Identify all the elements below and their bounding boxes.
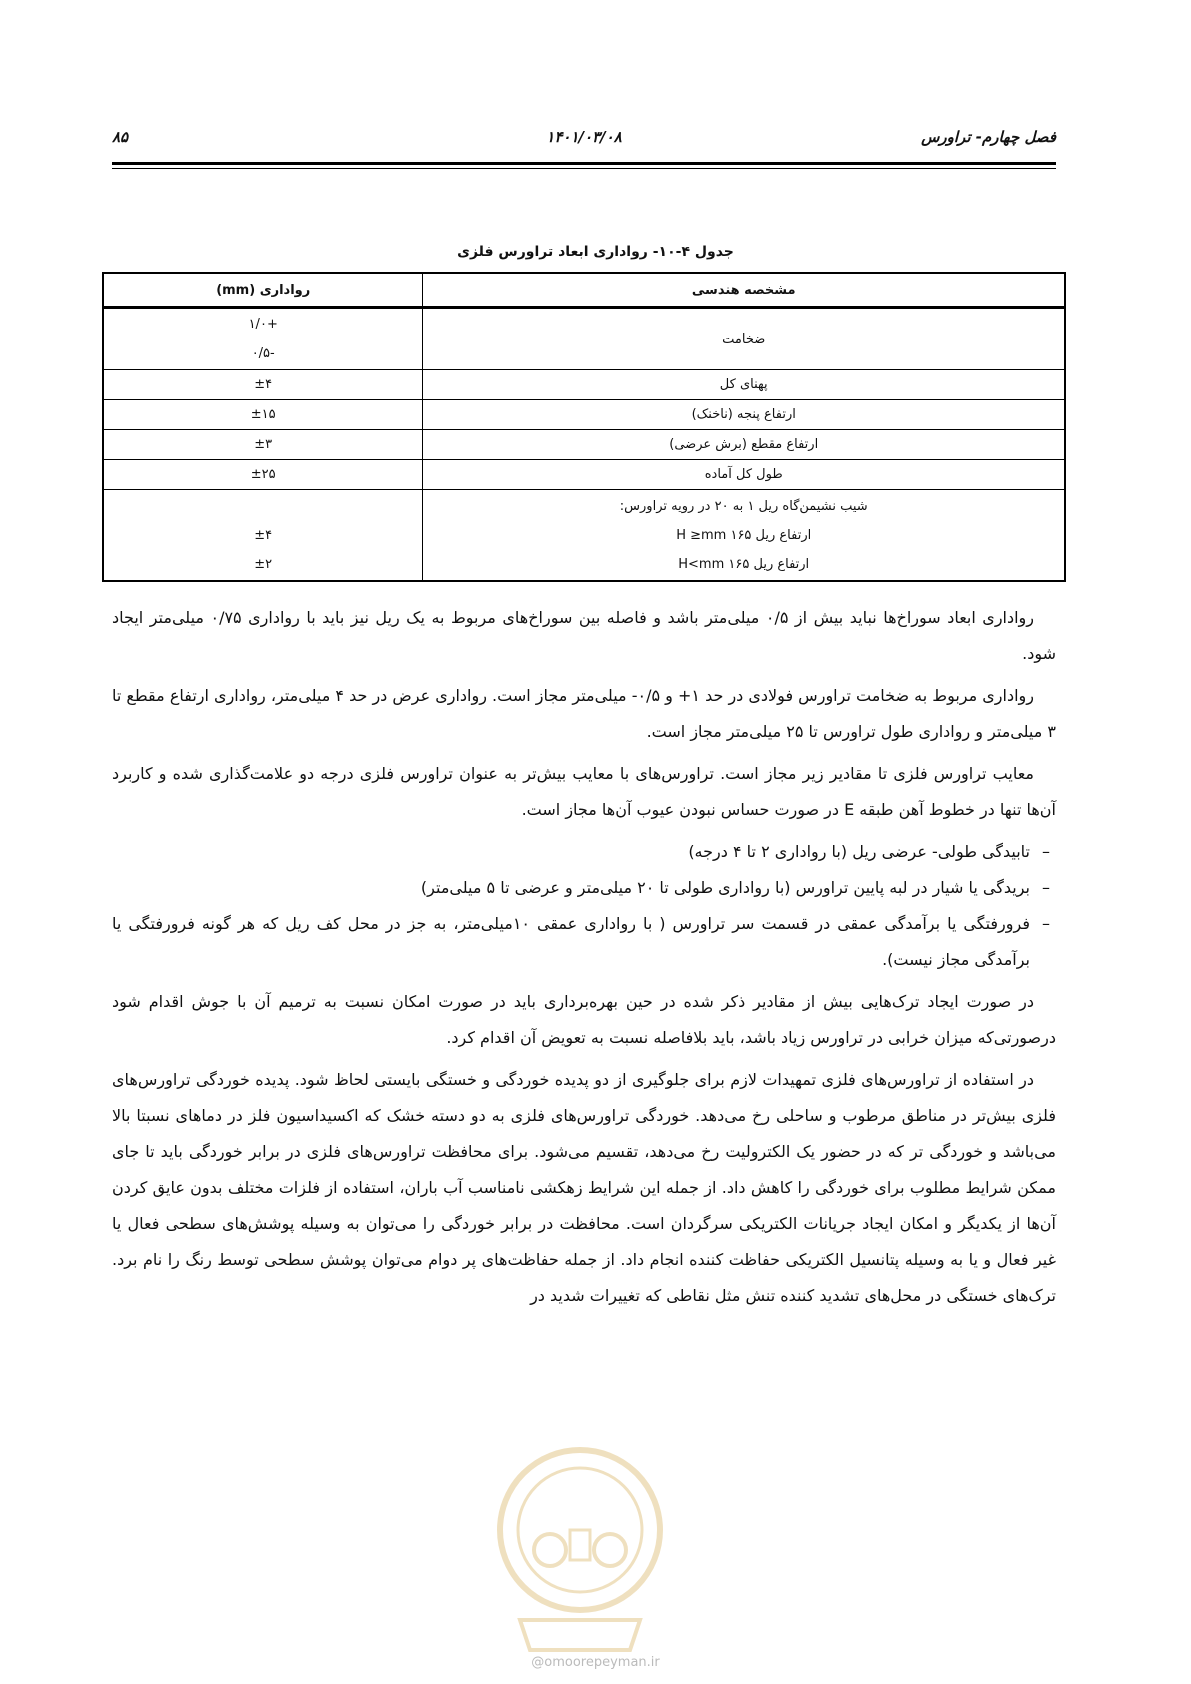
header-spec: مشخصه هندسی xyxy=(423,273,1065,308)
tolerance-cell: ±۴ xyxy=(103,370,423,400)
page-number: ۸۵ xyxy=(112,128,129,146)
table-header-row xyxy=(103,273,1065,308)
header-date: ۱۴۰۱/۰۳/۰۸ xyxy=(546,128,622,146)
header-rule-thin xyxy=(112,168,1056,169)
header-tolerance: رواداری (mm) xyxy=(103,273,423,308)
paragraph: معایب تراورس فلزی تا مقادیر زیر مجاز است. تراورس‌های با معایب بیش‌تر به عنوان تراورس فلزی درجه دو علامت‌گذاری شده و کاربرد آن‌ها تنها در خطوط آهن طبقه E در صورت حساس نبودن عیوب آن‌ها مجاز است. xyxy=(112,764,1056,819)
table-row xyxy=(103,370,1065,400)
spec-cell: ارتفاع مقطع (برش عرضی) xyxy=(423,430,1065,460)
tolerance-cell: ±۳ xyxy=(103,430,423,460)
paragraph: رواداری مربوط به ضخامت تراورس فولادی در حد ۱+ و ۰/۵- میلی‌متر مجاز است. رواداری عرض در حد ۴ میلی‌متر، رواداری ارتفاع مقطع تا ۳ میلی‌متر و رواداری طول تراورس تا ۲۵ میلی‌متر مجاز است. xyxy=(112,686,1056,741)
table-row xyxy=(103,460,1065,490)
list-item: – بریدگی یا شیار در لبه پایین تراورس (با رواداری طولی تا ۲۰ میلی‌متر و عرضی تا ۵ میلی‌متر) xyxy=(420,878,1050,897)
spec-cell: شیب نشیمن‌گاه ریل ۱ به ۲۰ در رویه تراورس: ارتفاع ریل H ≥mm ۱۶۵ ارتفاع ریل H<mm ۱۶۵ xyxy=(423,490,1065,582)
tolerance-table xyxy=(102,272,1066,582)
spec-cell: پهنای کل xyxy=(423,370,1065,400)
table-row xyxy=(103,400,1065,430)
paragraph: رواداری ابعاد سوراخ‌ها نباید بیش از ۰/۵ میلی‌متر باشد و فاصله بین سوراخ‌های مربوط به یک ریل نیز باید با رواداری ۰/۷۵ میلی‌متر ایجاد شود. xyxy=(112,608,1056,663)
spec-cell: ضخامت xyxy=(423,308,1065,370)
watermark-text: @omoorepeyman.ir xyxy=(531,1655,660,1670)
tolerance-cell: ±۱۵ xyxy=(103,400,423,430)
tolerance-cell: ±۴ ±۲ xyxy=(103,490,423,582)
list-item: – فرورفتگی یا برآمدگی عمقی در قسمت سر تراورس ( با رواداری عمقی ۱۰میلی‌متر، به جز در محل کف ریل که هر گونه فرورفتگی یا برآمدگی مجاز نیست). xyxy=(112,914,1050,969)
defect-list xyxy=(112,834,1056,978)
watermark-logo-icon xyxy=(480,1430,680,1670)
tolerance-cell: +۱/۰ -۰/۵ xyxy=(103,308,423,370)
table-row xyxy=(103,490,1065,582)
spec-cell: طول کل آماده xyxy=(423,460,1065,490)
table-caption: جدول ۴-۱۰- رواداری ابعاد تراورس فلزی xyxy=(457,244,734,260)
body-text xyxy=(112,600,1056,1320)
chapter-title: فصل چهارم- تراورس xyxy=(921,128,1056,146)
spec-cell: ارتفاع پنجه (ناخنک) xyxy=(423,400,1065,430)
table-row xyxy=(103,308,1065,370)
tolerance-cell: ±۲۵ xyxy=(103,460,423,490)
paragraph: در صورت ایجاد ترک‌هایی بیش از مقادیر ذکر شده در حین بهره‌برداری باید در صورت امکان نسبت به ترمیم آن با جوش اقدام شود درصورتی‌که میزان خرابی در تراورس زیاد باشد، باید بلافاصله نسبت به تعویض آن اقدام کرد. xyxy=(112,992,1056,1047)
header-rule-thick xyxy=(112,162,1056,165)
page-header xyxy=(112,128,1056,158)
paragraph: در استفاده از تراورس‌های فلزی تمهیدات لازم برای جلوگیری از دو پدیده خوردگی و خستگی بایستی لحاظ شود. پدیده خوردگی تراورس‌های فلزی بیش‌تر در مناطق مرطوب و ساحلی رخ می‌دهد. خوردگی تراورس‌های فلزی به دو دسته خشک که اکسیداسیون فلز در دماهای نسبتا بالا می‌باشد و خوردگی تر که در حضور یک الکترولیت رخ می‌دهد، تقسیم می‌شود. برای محافظت تراورس‌های فلزی در برابر خوردگی باید تا جای ممکن شرایط مطلوب برای خوردگی را کاهش داد. از جمله این شرایط زهکشی نامناسب آب باران، استفاده از فلزات مختلف بدون عایق کردن آن‌ها از یکدیگر و امکان ایجاد جریانات الکتریکی سرگردان است. محافظت در برابر خوردگی را می‌توان به وسیله پوشش‌های سطحی فعال یا غیر فعال و یا به وسیله پتانسیل الکتریکی حفاظت کننده انجام داد. از جمله حفاظت‌های پر دوام می‌توان پوشش سطحی توسط رنگ را نام برد. ترک‌های خستگی در محل‌های تشدید کننده تنش مثل نقاطی که تغییرات شدید در xyxy=(112,1070,1056,1305)
table-row xyxy=(103,430,1065,460)
list-item: – تابیدگی طولی- عرضی ریل (با رواداری ۲ تا ۴ درجه) xyxy=(688,842,1050,861)
